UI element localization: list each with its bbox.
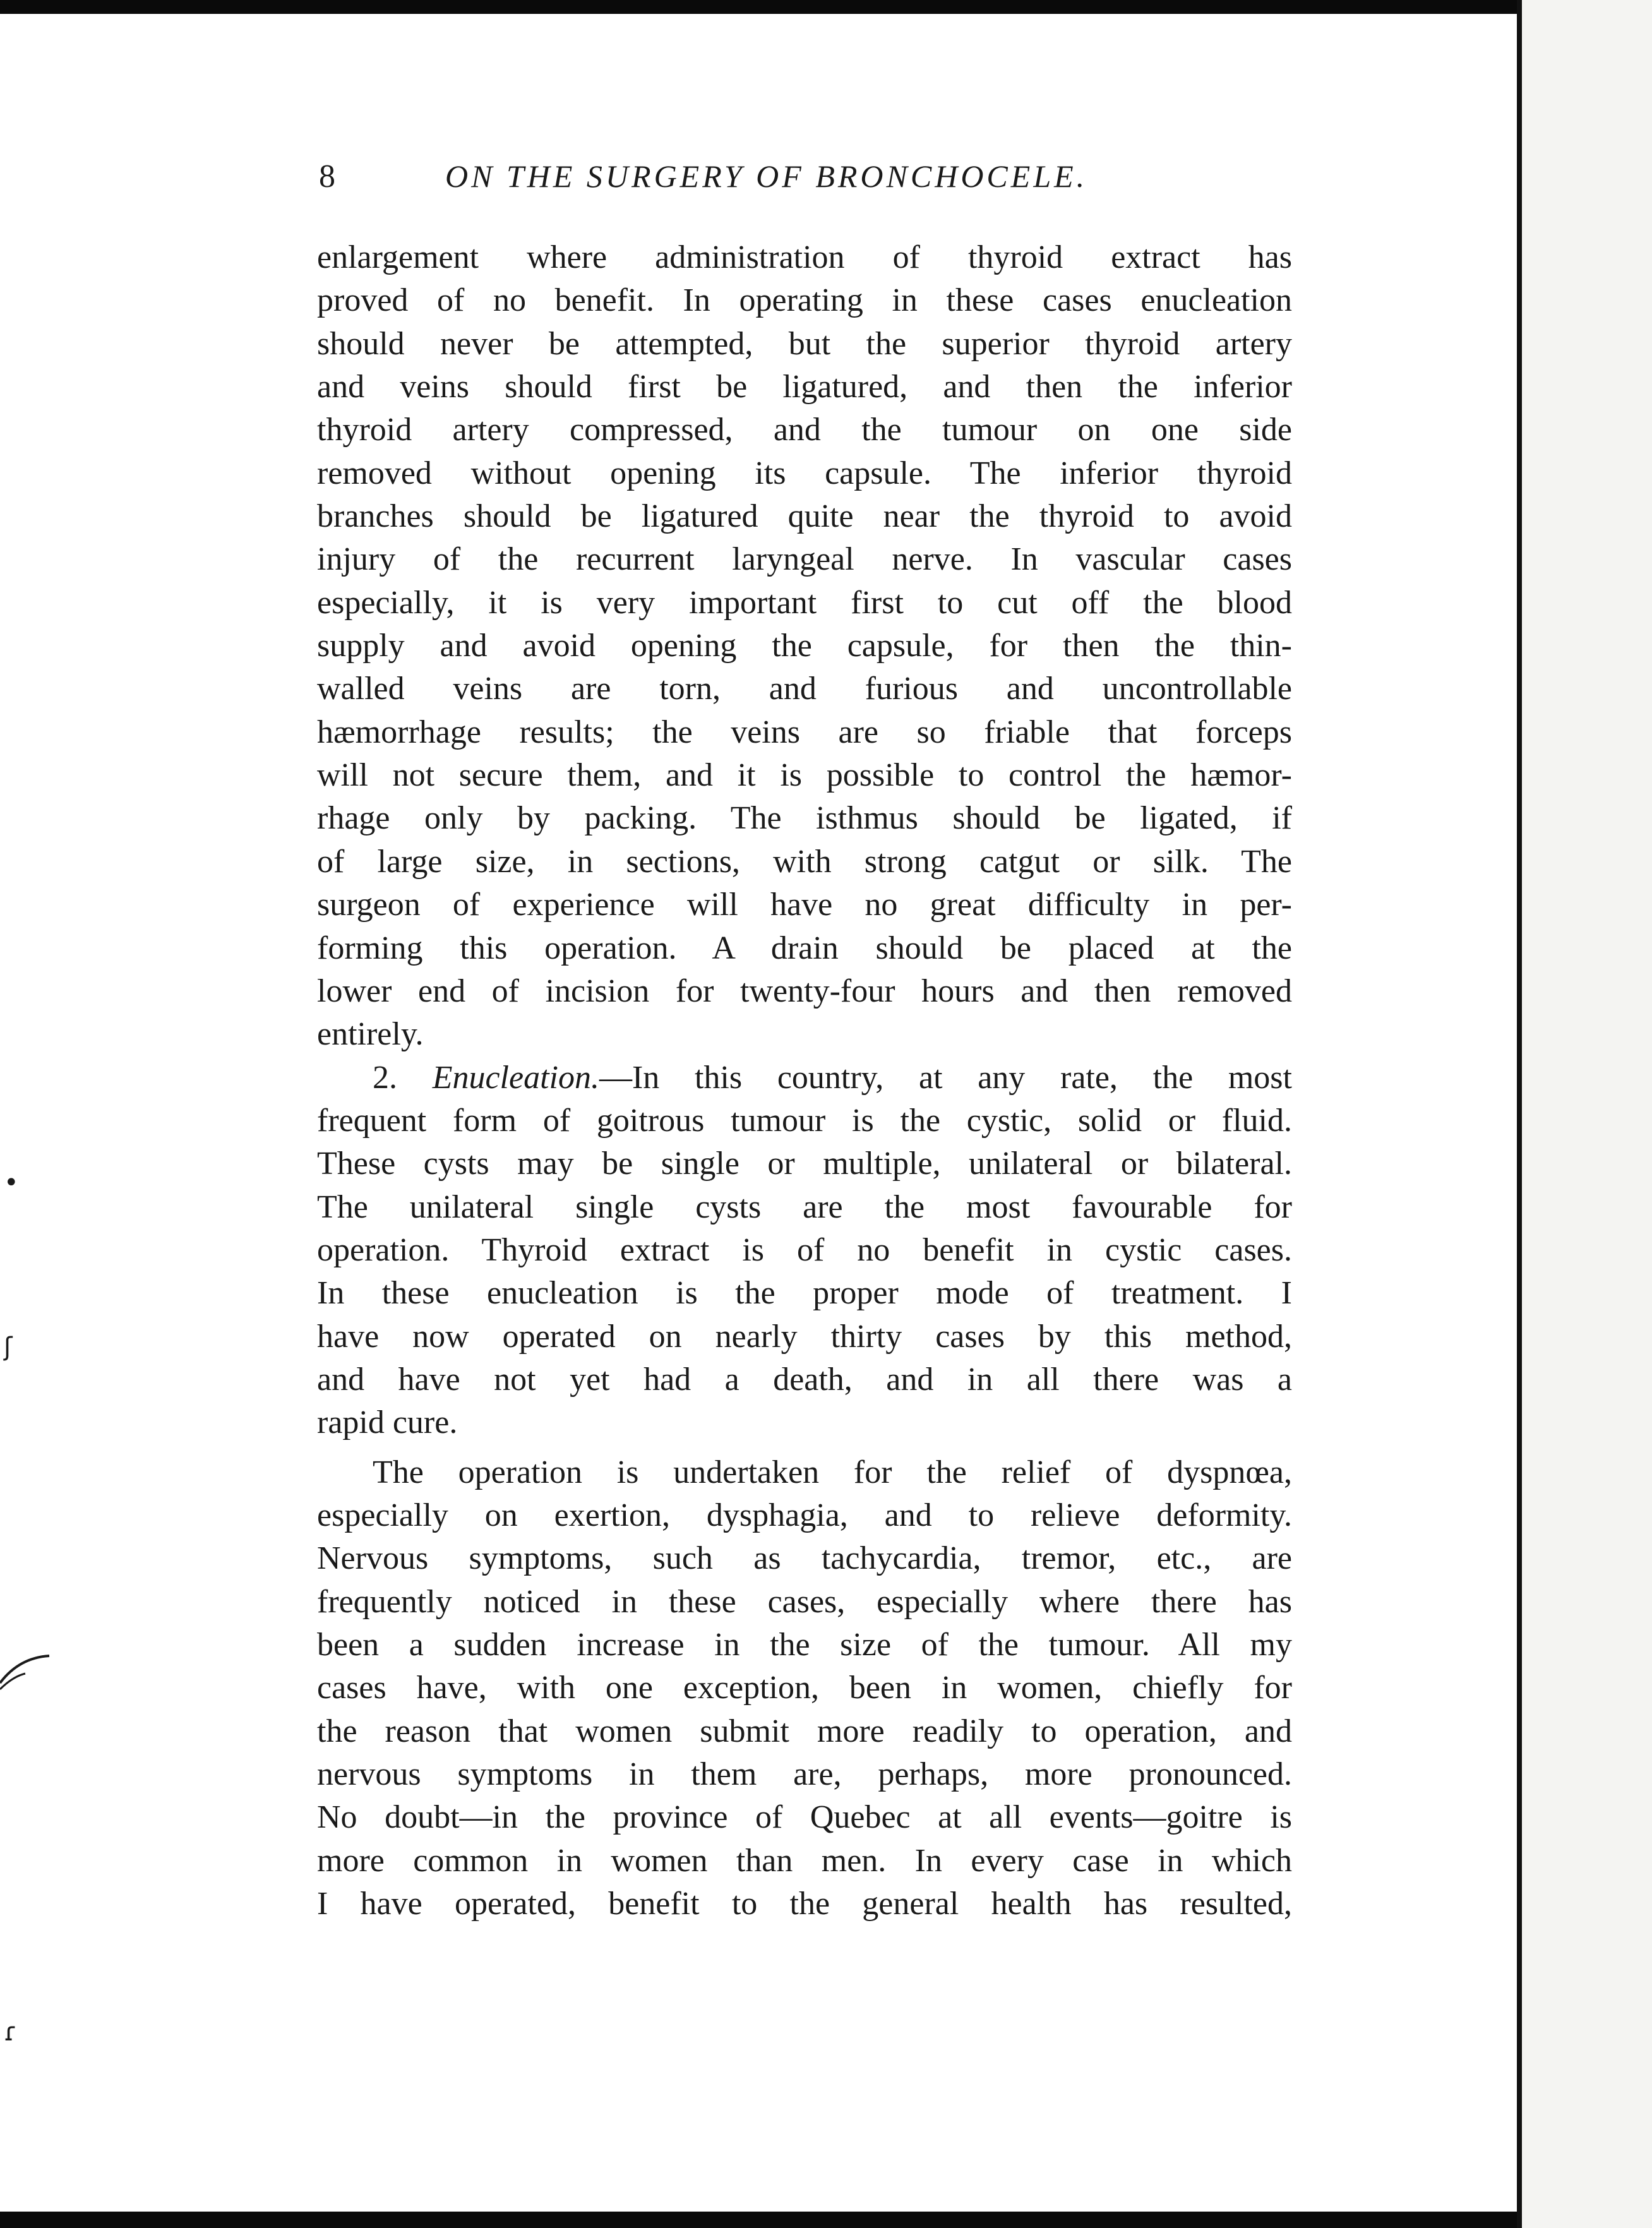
text-line: rhage only by packing. The isthmus should be ligated, if <box>317 800 1292 837</box>
text-line: lower end of incision for twenty-four hours and then removed <box>317 973 1292 1009</box>
text-line: should never be attempted, but the superior thyroid artery <box>317 325 1292 362</box>
text-line: The unilateral single cysts are the most favourable for <box>317 1189 1292 1225</box>
text-line: of large size, in sections, with strong catgut or silk. The <box>317 843 1292 880</box>
text-line: The operation is undertaken for the relief of dyspnœa, <box>373 1454 1292 1490</box>
page-gutter-line <box>1517 0 1522 2228</box>
text-line: more common in women than men. In every case in which <box>317 1842 1292 1879</box>
margin-speck-mark: ʃ <box>4 1333 13 1362</box>
paragraph-gap <box>317 1445 1292 1451</box>
running-title: ON THE SURGERY OF BRONCHOCELE. <box>445 159 1088 194</box>
section-heading: Enucleation. <box>432 1059 599 1096</box>
text-line: No doubt—in the province of Quebec at all events—goitre is <box>317 1799 1292 1836</box>
text-line: In these enucleation is the proper mode of treatment. I <box>317 1275 1292 1312</box>
text-line: have now operated on nearly thirty cases by this method, <box>317 1318 1292 1355</box>
text-line: will not secure them, and it is possible to control the hæmor- <box>317 757 1292 794</box>
paragraph-2-enucleation <box>317 1057 1292 1445</box>
text-line: and have not yet had a death, and in all there was a <box>317 1361 1292 1398</box>
text-run: —In this country, at any rate, the most <box>599 1059 1292 1096</box>
scan-bottom-border <box>0 2212 1652 2228</box>
text-line: thyroid artery compressed, and the tumour on one side <box>317 412 1292 448</box>
text-line: cases have, with one exception, been in women, chiefly for <box>317 1670 1292 1706</box>
text-line: I have operated, benefit to the general health has resulted, <box>317 1886 1292 1922</box>
text-line: the reason that women submit more readily to operation, and <box>317 1713 1292 1749</box>
text-line <box>317 1057 1292 1099</box>
margin-speck-mark: ɾ <box>4 2018 18 2047</box>
text-line: forming this operation. A drain should be placed at the <box>317 930 1292 966</box>
body-text <box>317 236 1292 1926</box>
paragraph-3 <box>317 1451 1292 1926</box>
text-line: rapid cure. <box>317 1404 458 1441</box>
scan-top-border <box>0 0 1652 14</box>
text-line: enlargement where administration of thyroid extract has <box>317 239 1292 275</box>
text-line: surgeon of experience will have no great difficulty in per- <box>317 887 1292 923</box>
text-line: been a sudden increase in the size of the tumour. All my <box>317 1627 1292 1663</box>
text-line: supply and avoid opening the capsule, for then the thin- <box>317 628 1292 664</box>
text-line: operation. Thyroid extract is of no benefit in cystic cases. <box>317 1231 1292 1268</box>
text-line: proved of no benefit. In operating in these cases enucleation <box>317 282 1292 319</box>
text-line: Nervous symptoms, such as tachycardia, tremor, etc., are <box>317 1540 1292 1577</box>
text-line: removed without opening its capsule. The inferior thyroid <box>317 455 1292 491</box>
page-header <box>319 158 1291 208</box>
text-line: especially on exertion, dysphagia, and to relieve deformity. <box>317 1497 1292 1533</box>
margin-arc-mark <box>0 1648 51 1724</box>
text-line: These cysts may be single or multiple, unilateral or bilateral. <box>317 1146 1292 1182</box>
section-number: 2. <box>373 1059 397 1096</box>
text-line: frequently noticed in these cases, especially where there has <box>317 1583 1292 1620</box>
paragraph-1 <box>317 236 1292 1057</box>
text-line: entirely. <box>317 1016 424 1053</box>
text-line: branches should be ligatured quite near the thyroid to avoid <box>317 498 1292 535</box>
text-line: walled veins are torn, and furious and uncontrollable <box>317 671 1292 707</box>
margin-speck-mark: • <box>4 1168 19 1197</box>
page-number: 8 <box>319 159 336 195</box>
text-line: nervous symptoms in them are, perhaps, more pronounced. <box>317 1756 1292 1793</box>
text-line: hæmorrhage results; the veins are so friable that forceps <box>317 714 1292 750</box>
text-line: frequent form of goitrous tumour is the cystic, solid or fluid. <box>317 1102 1292 1139</box>
text-line: injury of the recurrent laryngeal nerve. In vascular cases <box>317 541 1292 578</box>
adjacent-page-edge <box>1522 0 1652 2228</box>
text-line: especially, it is very important first to cut off the blood <box>317 584 1292 621</box>
text-line: and veins should first be ligatured, and then the inferior <box>317 369 1292 405</box>
